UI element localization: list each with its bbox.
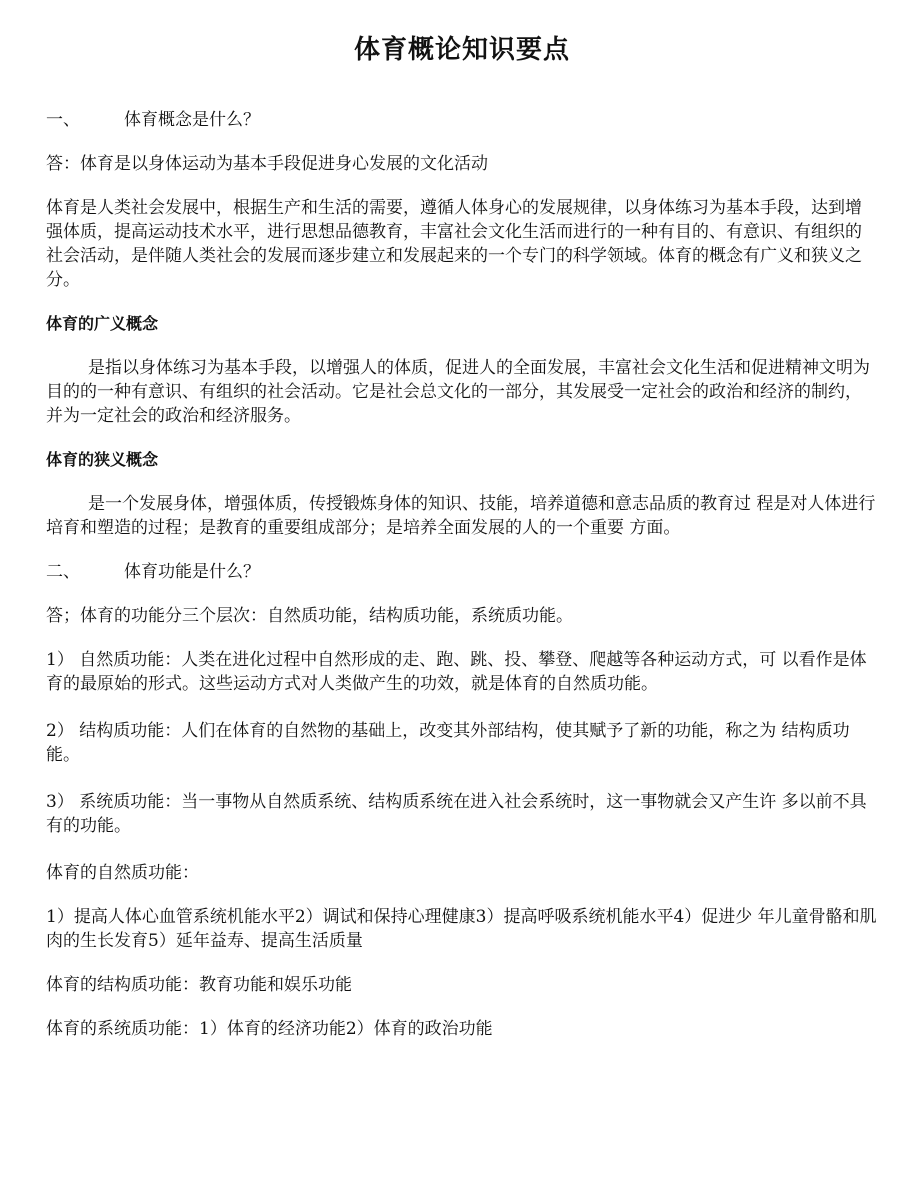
section-2-heading [46,560,878,584]
structural-function-text: 体育的结构质功能：教育功能和娱乐功能 [46,975,352,995]
function-item-2: 2） 结构质功能：人们在体育的自然物的基础上，改变其外部结构，使其赋予了新的功能，称之为 结构质功能。 [46,721,850,765]
natural-function-list: 1）提高人体心血管系统机能水平2）调试和保持心理健康3）提高呼吸系统机能水平4）促进少 年儿童骨骼和肌肉的生长发育5）延年益寿、提高生活质量 [46,907,877,951]
section-1-definition: 体育是人类社会发展中，根据生产和生活的需要，遵循人体身心的发展规律，以身体练习为基本手段，达到增强体质，提高运动技术水平，进行思想品德教育，丰富社会文化生活而进行的一种有目的、有意识、有组织的社会活动，是伴随人类社会的发展而逐步建立和发展起来的一个专门的科学领域。体育的概念有广义和狭义之分。 [46,198,862,290]
narrow-concept-text: 是一个发展身体，增强体质，传授锻炼身体的知识、技能，培养道德和意志品质的教育过 程是对人体进行培育和塑造的过程；是教育的重要组成部分；是培养全面发展的人的一个重要 方面。 [46,494,876,538]
section-1-answer: 答：体育是以身体运动为基本手段促进身心发展的文化活动 [46,154,488,174]
section-1-number: 一、 [46,110,80,130]
function-item-1: 1） 自然质功能：人类在进化过程中自然形成的走、跑、跳、投、攀登、爬越等各种运动方式，可 以看作是体育的最原始的形式。这些运动方式对人类做产生的功效，就是体育的自然质功能。 [46,650,867,694]
systemic-function-text: 体育的系统质功能：1）体育的经济功能2）体育的政治功能 [46,1019,493,1039]
section-2-number: 二、 [46,562,80,582]
natural-function-heading: 体育的自然质功能： [46,863,199,883]
broad-concept-text: 是指以身体练习为基本手段，以增强人的体质，促进人的全面发展，丰富社会文化生活和促进精神文明为目的的一种有意识、有组织的社会活动。它是社会总文化的一部分，其发展受一定社会的政治和经济的制约，并为一定社会的政治和经济服务。 [46,358,870,426]
broad-concept-heading: 体育的广义概念 [46,314,159,333]
document-page [46,30,878,1061]
page-title: 体育概论知识要点 [353,35,570,65]
section-2-answer: 答；体育的功能分三个层次：自然质功能，结构质功能，系统质功能。 [46,606,573,626]
section-1-question: 体育概念是什么？ [124,110,260,130]
section-2-question: 体育功能是什么？ [124,562,260,582]
function-item-3: 3） 系统质功能：当一事物从自然质系统、结构质系统在进入社会系统时，这一事物就会又产生许 多以前不具有的功能。 [46,792,867,836]
section-1-heading [46,108,878,132]
narrow-concept-heading: 体育的狭义概念 [46,450,159,469]
